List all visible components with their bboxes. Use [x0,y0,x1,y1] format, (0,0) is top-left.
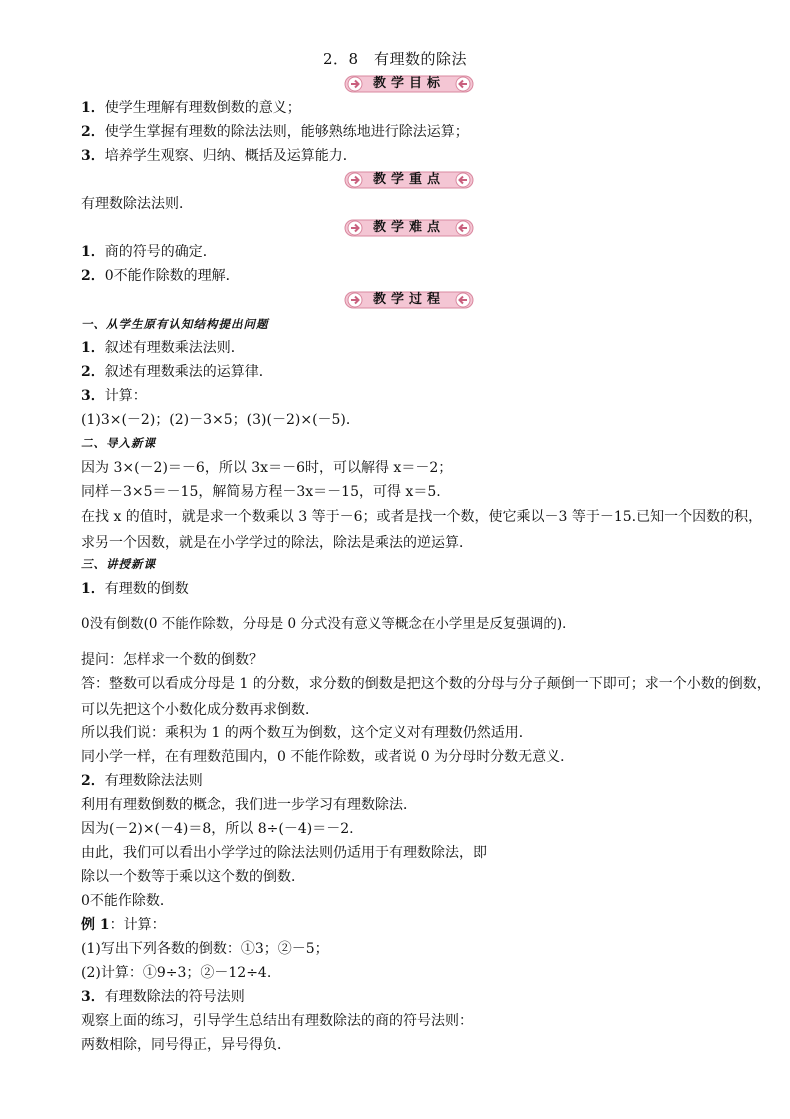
example-1-part-2: (2)计算：①9÷3；②－12÷4. [81,965,272,981]
section-1-item-2: 2．叙述有理数乘法的运算律． [81,364,273,380]
banner-label: 教学目标 [372,76,445,91]
objective-2: 2．使学生掌握有理数的除法法则，能够熟练地进行除法运算； [81,124,469,140]
rule-line: 除以一个数等于乘以这个数的倒数． [81,869,305,885]
same-line: 同小学一样，在有理数范围内，0 不能作除数，或者说 0 为分母时分数无意义． [81,749,575,765]
banner-difficulty [344,218,474,238]
section-2-heading: 二、导入新课 [81,436,156,450]
section-3-heading: 三、讲授新课 [81,557,156,571]
section-3-sub-1: 1．有理数的倒数 [81,581,189,597]
section-2-line-1: 因为 3×(－2)＝－6，所以 3x＝－6时，可以解得 x＝－2； [81,460,453,476]
key-point-text: 有理数除法法则． [81,196,193,212]
banner-process [344,290,474,310]
so-line: 所以我们说：乘积为 1 的两个数互为倒数，这个定义对有理数仍然适用． [81,725,533,741]
banner-label: 教学难点 [372,220,445,235]
section-1-item-3: 3．计算： [81,388,147,404]
banner-label: 教学重点 [372,172,445,187]
question-line: 提问：怎样求一个数的倒数？ [81,652,263,668]
objective-3: 3．培养学生观察、归纳、概括及运算能力． [81,148,357,164]
zero-reciprocal-line: 0没有倒数(0 不能作除数，分母是 0 分式没有意义等概念在小学里是反复强调的)． [81,616,576,632]
example-1-part-1: (1)写出下列各数的倒数：①3；②－5； [81,941,329,957]
banner-key-point [344,170,474,190]
no-zero-line: 0不能作除数． [81,893,174,909]
section-3-sub-2: 2．有理数除法法则 [81,773,203,789]
section-3-sub-3: 3．有理数除法的符号法则 [81,989,245,1005]
section-2-paragraph: 在找 x 的值时，就是求一个数乘以 3 等于－6；或者是找一个数，使它乘以－3 等于－15.已知一个因数的积，求另一个因数，就是在小学学过的除法，除法是乘法的逆运算． [81,509,763,551]
banner-objectives [344,74,474,94]
page-title: 2．8 有理数的除法 [322,50,468,68]
objective-1: 1．使学生理解有理数倒数的意义； [81,100,301,116]
use-line: 利用有理数倒数的概念，我们进一步学习有理数除法． [81,797,417,813]
difficulty-1: 1．商的符号的确定． [81,244,217,260]
difficulty-2: 2．0不能作除数的理解． [81,268,240,284]
because-line: 因为(－2)×(－4)＝8，所以 8÷(－4)＝－2. [81,821,354,837]
thus-line: 由此，我们可以看出小学学过的除法法则仍适用于有理数除法，即 [81,845,487,861]
observe-line: 观察上面的练习，引导学生总结出有理数除法的商的符号法则： [81,1013,473,1029]
example-1-line: 例 1：计算： [81,917,166,933]
section-1-calc: (1)3×(－2)；(2)－3×5；(3)(－2)×(－5)． [81,412,360,428]
section-2-line-2: 同样－3×5＝－15，解简易方程－3x＝－15，可得 x＝5. [81,484,441,500]
sign-rule-line: 两数相除，同号得正，异号得负． [81,1037,291,1053]
banner-label: 教学过程 [372,292,445,307]
answer-paragraph: 答：整数可以看成分母是 1 的分数，求分数的倒数是把这个数的分母与分子颠倒一下即可；求一个小数的倒数，可以先把这个小数化成分数再求倒数． [81,676,771,718]
section-1-item-1: 1．叙述有理数乘法法则． [81,340,245,356]
section-1-heading: 一、从学生原有认知结构提出问题 [81,317,269,331]
